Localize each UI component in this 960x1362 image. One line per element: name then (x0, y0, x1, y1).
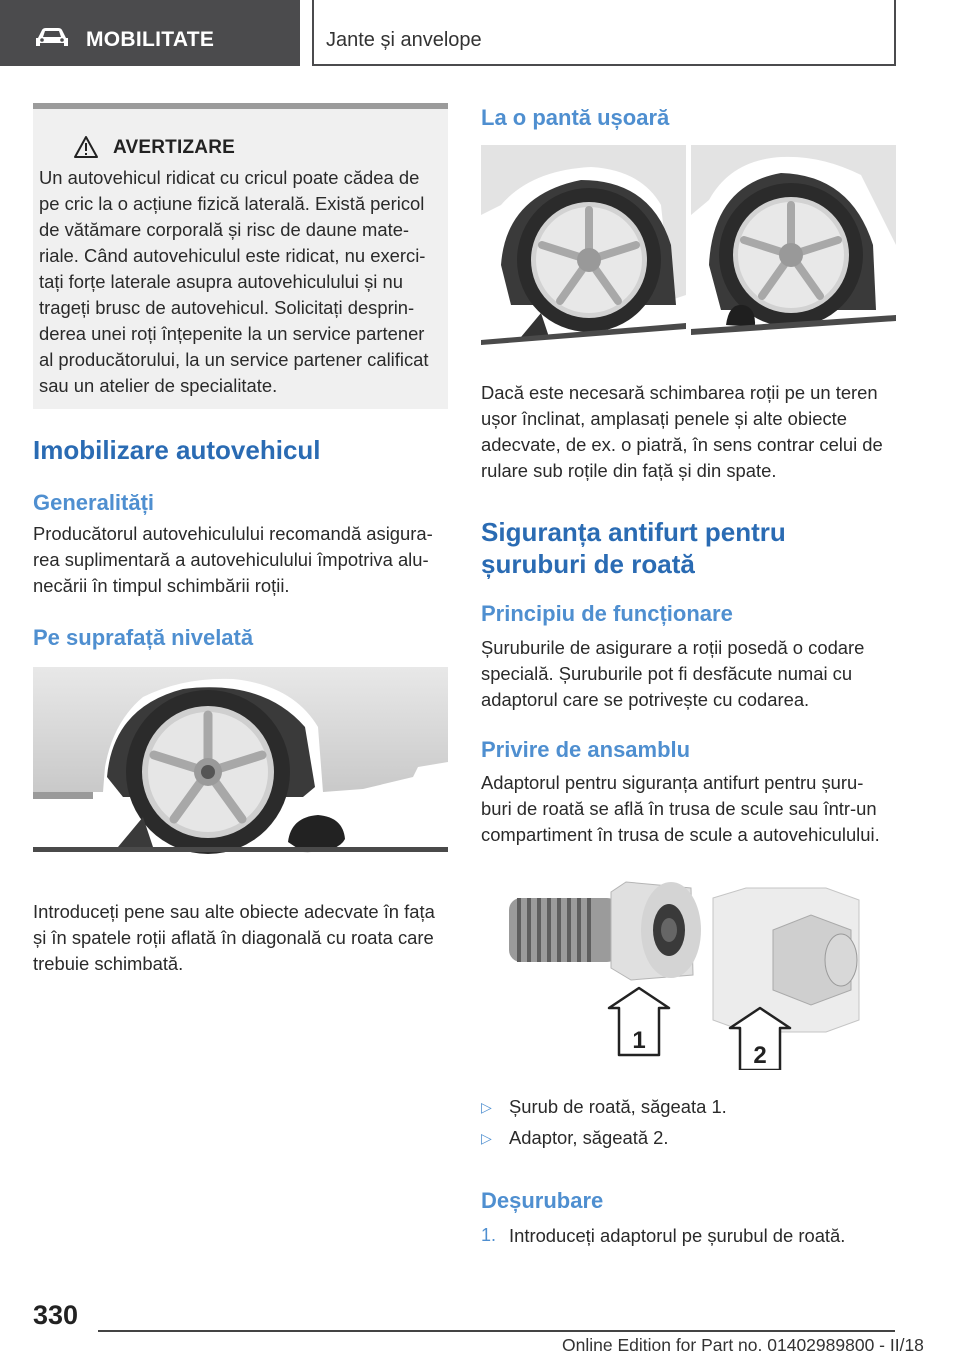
flat-surface-text (33, 899, 435, 977)
text-line: Șuruburile de asigurare a roții posedă o codare (481, 637, 865, 658)
warning-line: al producătorului, la un service partener calificat (39, 349, 429, 370)
unscrew-heading: Deșurubare (481, 1188, 604, 1213)
adapter (713, 888, 859, 1032)
bullet-text: Șurub de roată, săgeata 1. (509, 1096, 727, 1117)
warning-line: riale. Când autovehiculul este ridicat, nu exerci- (39, 245, 426, 266)
page-title: Imobilizare autovehicul (33, 435, 321, 465)
car-icon (34, 26, 70, 48)
bullet-text: Adaptor, săgeată 2. (509, 1127, 669, 1148)
slope-illustration (481, 145, 896, 345)
text-line: compartiment în trusa de scule a autovehiculului. (481, 824, 880, 845)
title-line: Siguranța antifurt pentru (481, 517, 786, 547)
warning-text (39, 165, 443, 399)
warning-line: derea unei roți înțepenite la un service partener (39, 323, 425, 344)
slope-text (481, 380, 883, 484)
text-line: Introduceți pene sau alte obiecte adecvate în fața (33, 901, 435, 922)
flat-surface-heading: Pe suprafață nivelată (33, 625, 254, 650)
text-line: rulare sub roțile din față și din spate. (481, 460, 777, 481)
bullet-triangle-icon: ▷ (481, 1099, 492, 1115)
text-line: Dacă este necesară schimbarea roții pe un teren (481, 382, 878, 403)
edition-text: Online Edition for Part no. 01402989800 - II/18 (562, 1335, 924, 1355)
warning-line: sau un atelier de specialitate. (39, 375, 278, 396)
lock-bolt-title (481, 516, 786, 580)
text-line: Adaptorul pentru siguranța antifurt pentru șuru- (481, 772, 864, 793)
page-number: 330 (33, 1300, 79, 1330)
step-text: Introduceți adaptorul pe șurubul de roată. (509, 1225, 846, 1246)
chapter-title: Jante și anvelope (326, 29, 482, 51)
bullet-triangle-icon: ▷ (481, 1130, 492, 1146)
arrow-1-label: 1 (632, 1027, 646, 1054)
chapter-tab (312, 0, 896, 66)
text-line: trebuie schimbată. (33, 953, 184, 974)
overview-heading: Privire de ansamblu (481, 737, 691, 762)
text-line: și în spatele roții aflată în diagonală cu roata care (33, 927, 434, 948)
text-line: ușor înclinat, amplasați penele și alte obiecte (481, 408, 847, 429)
overview-text (481, 770, 880, 848)
warning-line: pe cric la o acțiune fizică laterală. Există pericol (39, 193, 425, 214)
bolt-adapter-illustration (481, 870, 896, 1070)
warning-line: de vătămare corporală și risc de daune mate- (39, 219, 410, 240)
text-line: adaptorul care se potrivește cu codarea. (481, 689, 810, 710)
footer-divider (98, 1330, 895, 1332)
text-line: Producătorul autovehiculului recomandă asigura- (33, 523, 433, 544)
text-line: adecvate, de ex. o piatră, în sens contrar celui de (481, 434, 883, 455)
warning-line: tați forțe laterale asupra autovehiculului și nu (39, 271, 403, 292)
principle-text (481, 635, 864, 713)
text-line: necării în timpul schimbării roții. (33, 575, 290, 596)
section-tab (0, 0, 300, 66)
text-line: buri de roată se află în trusa de scule sau într-un (481, 798, 877, 819)
arrow-2-label: 2 (753, 1042, 767, 1069)
warning-line: trageți brusc de autovehicul. Solicitați desprin- (39, 297, 415, 318)
flat-surface-illustration (33, 667, 448, 854)
warning-box (33, 103, 448, 409)
general-text (33, 521, 433, 599)
text-line: rea suplimentară a autovehiculului împotriva alu- (33, 549, 429, 570)
step-number: 1. (481, 1225, 497, 1245)
section-title: MOBILITATE (86, 28, 215, 51)
text-line: specială. Șuruburile pot fi desfăcute numai cu (481, 663, 853, 684)
title-line: șuruburi de roată (481, 549, 695, 579)
warning-line: Un autovehicul ridicat cu cricul poate cădea de (39, 167, 420, 188)
warning-title: AVERTIZARE (113, 137, 235, 158)
general-heading: Generalități (33, 490, 155, 515)
slope-heading: La o pantă ușoară (481, 105, 670, 130)
warning-triangle-icon (73, 135, 99, 159)
principle-heading: Principiu de funcționare (481, 601, 733, 626)
